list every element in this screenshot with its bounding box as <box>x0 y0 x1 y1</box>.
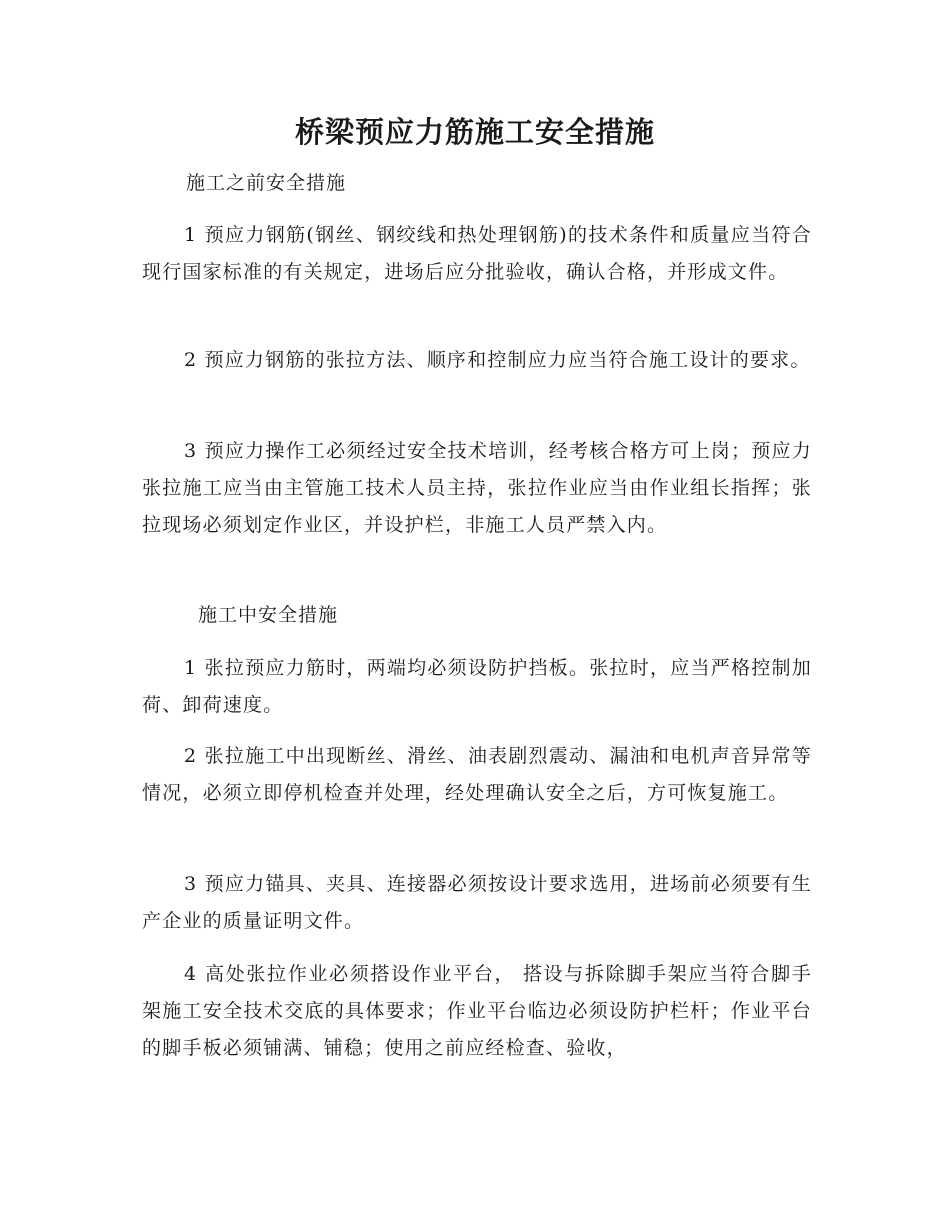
paragraph: 4 高处张拉作业必须搭设作业平台， 搭设与拆除脚手架应当符合脚手架施工安全技术交底的具体要求；作业平台临边必须设防护栏杆；作业平台的脚手板必须铺满、铺稳；使用之前应经检查、验收， <box>142 963 812 1059</box>
paragraph: 1 预应力钢筋(钢丝、钢绞线和热处理钢筋)的技术条件和质量应当符合现行国家标准的有关规定，进场后应分批验收，确认合格，并形成文件。 <box>142 224 812 283</box>
paragraph: 3 预应力操作工必须经过安全技术培训，经考核合格方可上岗；预应力张拉施工应当由主管施工技术人员主持，张拉作业应当由作业组长指挥；张拉现场必须划定作业区，并设护栏，非施工人员严禁入内。 <box>142 440 812 536</box>
paragraph: 2 张拉施工中出现断丝、滑丝、油表剧烈震动、漏油和电机声音异常等情况，必须立即停机检查并处理，经处理确认安全之后，方可恢复施工。 <box>142 745 812 804</box>
section-heading-during: 施工中安全措施 <box>198 604 339 626</box>
page-title: 桥梁预应力筋施工安全措施 <box>294 115 655 149</box>
paragraph: 1 张拉预应力筋时，两端均必须设防护挡板。张拉时，应当严格控制加荷、卸荷速度。 <box>142 657 812 716</box>
paragraph: 2 预应力钢筋的张拉方法、顺序和控制应力应当符合施工设计的要求。 <box>184 349 811 371</box>
paragraph: 3 预应力锚具、夹具、连接器必须按设计要求选用，进场前必须要有生产企业的质量证明文件。 <box>142 873 812 932</box>
section-heading-before: 施工之前安全措施 <box>186 172 347 194</box>
